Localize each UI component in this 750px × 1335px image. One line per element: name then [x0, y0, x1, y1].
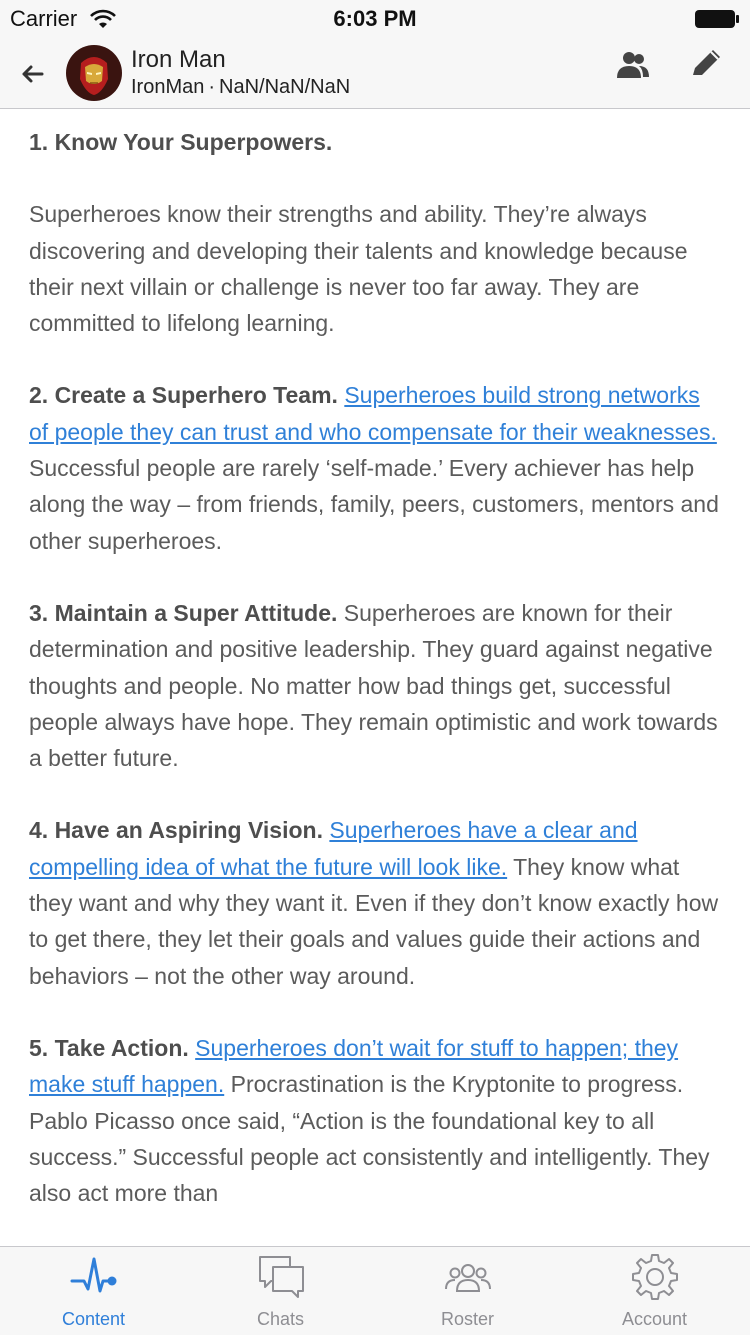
article-paragraph — [29, 595, 722, 776]
separator-dot: · — [208, 76, 216, 98]
article-link[interactable]: Superheroes don’t wait for stuff to happen; they make stuff happen. — [29, 1034, 679, 1098]
section-heading: 4. Have an Aspiring Vision. — [29, 817, 323, 844]
tab-label: Chats — [256, 1309, 305, 1329]
content-area[interactable] — [0, 109, 750, 1246]
tab-label: Account — [621, 1309, 688, 1329]
avatar[interactable] — [66, 45, 122, 101]
tab-label: Roster — [440, 1309, 494, 1329]
carrier-label: Carrier — [10, 6, 78, 31]
article-paragraph — [29, 377, 722, 558]
paragraph-text: Successful people are rarely ‘self-made.’ Every achiever has help along the way – from friends, family, peers, customers, mentors and other superheroes. — [29, 455, 719, 554]
group-icon — [444, 1253, 492, 1301]
section-heading: 3. Maintain a Super Attitude. — [29, 599, 338, 626]
tab-roster[interactable] — [374, 1247, 561, 1335]
tab-bar — [0, 1246, 750, 1335]
username: IronMan — [131, 76, 205, 98]
paragraph-text: They know what they want and why they want it. Even if they don’t know exactly how to get there, they let their goals and values guide their actions and behaviors – not the other way around. — [29, 853, 719, 989]
chat-bubbles-icon — [257, 1253, 305, 1301]
gear-icon — [631, 1253, 679, 1301]
activity-icon — [70, 1253, 118, 1301]
article-paragraph — [29, 196, 722, 341]
section-heading: 1. Know Your Superpowers. — [29, 129, 333, 155]
tab-content[interactable] — [0, 1247, 187, 1335]
article-paragraph — [29, 812, 722, 993]
article-paragraph — [29, 1030, 722, 1211]
people-icon[interactable] — [612, 46, 654, 88]
tab-account[interactable] — [561, 1247, 748, 1335]
paragraph-text: Superheroes are known for their determination and positive leadership. They guard against negative thoughts and people. No matter how bad things get, successful people always have hope. They remain optimistic and work towards a better future. — [29, 599, 718, 772]
tab-chats[interactable] — [187, 1247, 374, 1335]
paragraph-text: Procrastination is the Kryptonite to progress. Pablo Picasso once said, “Action is the foundational key to all success.” Successful people act consistently and intelligently. They also act more than — [29, 1071, 710, 1207]
section-heading: 5. Take Action. — [29, 1034, 189, 1061]
tab-label: Content — [61, 1309, 126, 1329]
article-link[interactable]: Superheroes build strong networks of people they can trust and who compensate for their weaknesses. — [29, 382, 717, 445]
article-body — [0, 109, 750, 1211]
article-paragraph — [29, 124, 722, 160]
profile-name: Iron Man — [131, 46, 226, 73]
section-heading: 2. Create a Superhero Team. — [29, 382, 338, 409]
iron-man-avatar-icon — [66, 45, 122, 101]
date-label: NaN/NaN/NaN — [219, 76, 351, 98]
navigation-bar — [0, 40, 750, 109]
battery-icon — [694, 9, 740, 29]
article-link[interactable]: Superheroes have a clear and compelling idea of what the future will look like. — [29, 817, 638, 880]
status-bar — [0, 0, 750, 40]
clock-label: 6:03 PM — [333, 6, 417, 31]
pencil-icon[interactable] — [686, 44, 726, 84]
back-arrow-icon[interactable] — [16, 58, 48, 90]
paragraph-text: Superheroes know their strengths and ability. They’re always discovering and developing their talents and knowledge because their next villain or challenge is never too far away. They are committed to lifelong learning. — [29, 201, 688, 337]
profile-subtitle — [131, 76, 350, 99]
